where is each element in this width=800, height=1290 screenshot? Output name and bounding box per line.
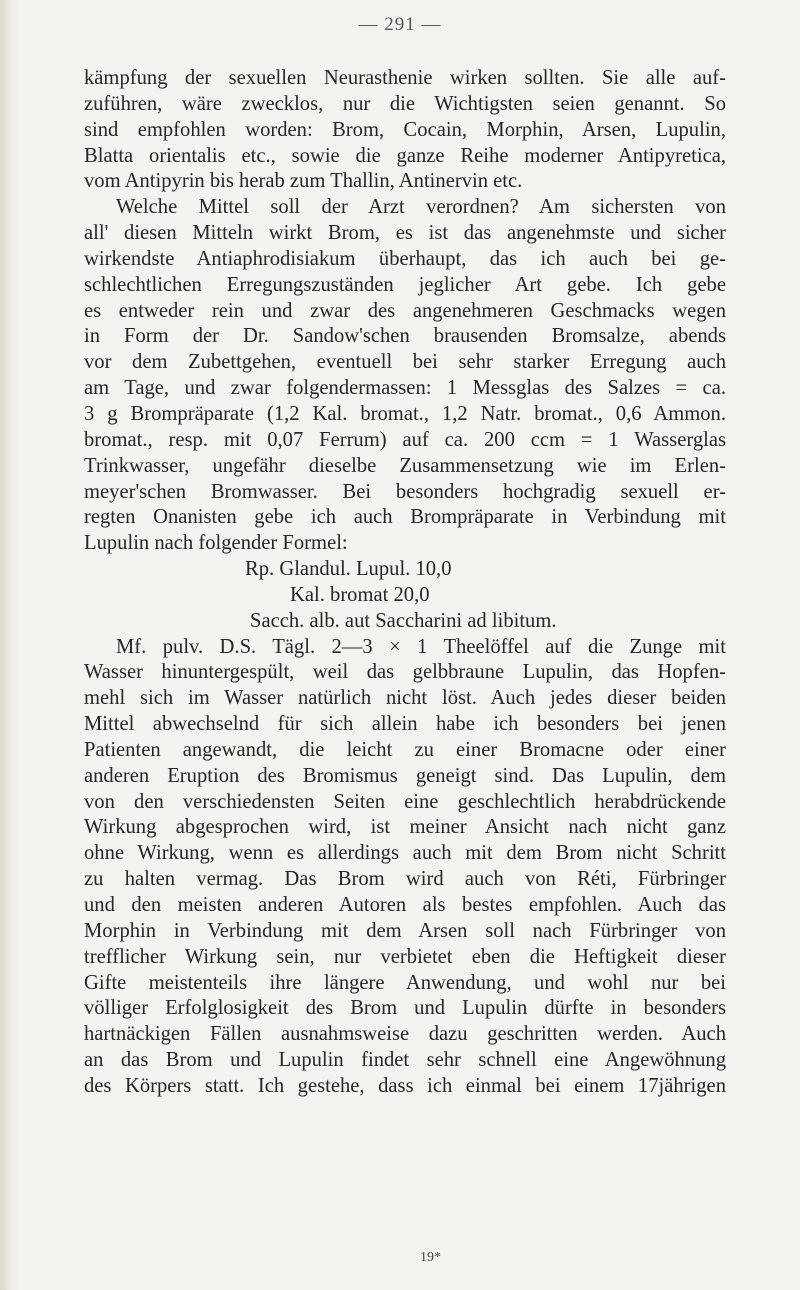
body-text (84, 66, 726, 1100)
text-line: Mf. pulv. D.S. Tägl. 2—3 × 1 Theelöffel auf die Zunge mit (116, 635, 726, 658)
text-line: Gifte meistenteils ihre längere Anwendung, und wohl nur bei (84, 971, 726, 994)
text-line: es entweder rein und zwar des angenehmeren Geschmacks wegen (84, 299, 726, 322)
text-line: schlechtlichen Erregungszuständen jeglicher Art gebe. Ich gebe (84, 273, 726, 296)
text-line: des Körpers statt. Ich gestehe, dass ich einmal bei einem 17jährigen (84, 1074, 726, 1097)
text-line: völliger Erfolglosigkeit des Brom und Lupulin dürfte in besonders (84, 997, 726, 1020)
formula-line: Kal. bromat 20,0 (290, 583, 430, 606)
text-line: Wirkung abgesprochen wird, ist meiner Ansicht nach nicht ganz (84, 816, 726, 839)
text-line: wirkendste Antiaphrodisiakum überhaupt, das ich auch bei ge- (84, 247, 726, 270)
page-number: — 291 — (358, 14, 442, 35)
text-line: Mittel abwechselnd für sich allein habe ich besonders bei jenen (84, 713, 726, 736)
text-line: regten Onanisten gebe ich auch Brompräparate in Verbindung mit (84, 506, 726, 529)
text-line: von den verschiedensten Seiten eine geschlechtlich herabdrückende (84, 790, 726, 813)
text-line: Morphin in Verbindung mit dem Arsen soll nach Fürbringer von (84, 919, 726, 942)
text-line: kämpfung der sexuellen Neurasthenie wirken sollten. Sie alle auf- (84, 67, 726, 89)
text-line: anderen Eruption des Bromismus geneigt sind. Das Lupulin, dem (84, 764, 726, 787)
text-line: in Form der Dr. Sandow'schen brausenden Bromsalze, abends (84, 325, 726, 348)
formula-line: Rp. Glandul. Lupul. 10,0 (245, 558, 452, 581)
text-line: am Tage, und zwar folgendermassen: 1 Messglas des Salzes = ca. (84, 377, 726, 400)
text-line: mehl sich im Wasser natürlich nicht löst. Auch jedes dieser beiden (84, 687, 726, 710)
text-line: ohne Wirkung, wenn es allerdings auch mit dem Brom nicht Schritt (84, 842, 726, 865)
formula-line: Sacch. alb. aut Saccharini ad libitum. (250, 609, 557, 632)
text-line: Welche Mittel soll der Arzt verordnen? Am sichersten von (116, 196, 726, 219)
text-line: meyer'schen Bromwasser. Bei besonders hochgradig sexuell er- (84, 480, 726, 503)
text-line: bromat., resp. mit 0,07 Ferrum) auf ca. 200 ccm = 1 Wasserglas (84, 428, 726, 451)
text-line: Trinkwasser, ungefähr dieselbe Zusammensetzung wie im Erlen- (84, 454, 726, 477)
text-line: all' diesen Mitteln wirkt Brom, es ist das angenehmste und sicher (84, 222, 726, 245)
signature-mark: 19* (420, 1250, 441, 1265)
text-line: trefflicher Wirkung sein, nur verbietet eben die Heftigkeit dieser (84, 945, 726, 968)
text-line: zuführen, wäre zwecklos, nur die Wichtigsten seien genannt. So (84, 92, 726, 115)
text-line: Lupulin nach folgender Formel: (84, 532, 348, 555)
text-line: zu halten vermag. Das Brom wird auch von Réti, Fürbringer (84, 868, 726, 891)
text-line: und den meisten anderen Autoren als bestes empfohlen. Auch das (84, 894, 726, 916)
text-line: Patienten angewandt, die leicht zu einer Bromacne oder einer (84, 738, 726, 761)
text-line: an das Brom und Lupulin findet sehr schnell eine Angewöhnung (84, 1049, 726, 1072)
text-line: sind empfohlen worden: Brom, Cocain, Morphin, Arsen, Lupulin, (84, 118, 726, 141)
page-edge-shadow (0, 0, 18, 1290)
text-line: Wasser hinuntergespült, weil das gelbbraune Lupulin, das Hopfen- (84, 661, 726, 684)
text-line: hartnäckigen Fällen ausnahmsweise dazu geschritten werden. Auch (84, 1023, 726, 1046)
text-line: 3 g Brompräparate (1,2 Kal. bromat., 1,2 Natr. bromat., 0,6 Ammon. (84, 402, 726, 425)
text-line: Blatta orientalis etc., sowie die ganze Reihe moderner Antipyretica, (84, 144, 726, 167)
text-line: vor dem Zubettgehen, eventuell bei sehr starker Erregung auch (84, 351, 726, 374)
text-line: vom Antipyrin bis herab zum Thallin, Antinervin etc. (84, 170, 523, 193)
